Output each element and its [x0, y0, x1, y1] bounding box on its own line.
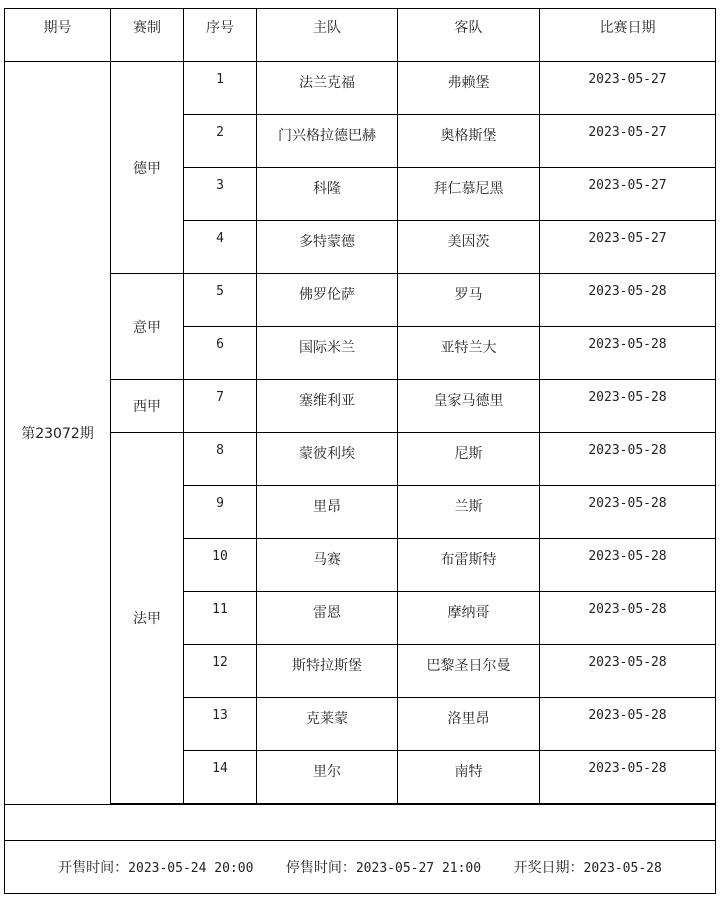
- match-index: 9: [184, 486, 257, 539]
- home-team: 门兴格拉德巴赫: [257, 115, 398, 168]
- match-schedule-table: [4, 8, 716, 894]
- footer-row: [5, 841, 716, 894]
- league-cell: 法甲: [111, 433, 184, 804]
- away-team: 摩纳哥: [398, 592, 540, 645]
- match-index: 12: [184, 645, 257, 698]
- match-date: 2023-05-28: [540, 380, 716, 433]
- match-date: 2023-05-28: [540, 645, 716, 698]
- header-away-team: 客队: [398, 9, 540, 62]
- header-index: 序号: [184, 9, 257, 62]
- away-team: 奥格斯堡: [398, 115, 540, 168]
- league-cell: 意甲: [111, 274, 184, 380]
- sale-end-label: 停售时间：: [285, 860, 356, 876]
- match-date: 2023-05-27: [540, 62, 716, 115]
- header-row: [5, 9, 716, 62]
- table-row: [5, 433, 716, 486]
- home-team: 雷恩: [257, 592, 398, 645]
- home-team: 里昂: [257, 486, 398, 539]
- home-team: 塞维利亚: [257, 380, 398, 433]
- sale-start-value: 2023-05-24 20:00: [128, 861, 254, 876]
- home-team: 佛罗伦萨: [257, 274, 398, 327]
- header-league: 赛制: [111, 9, 184, 62]
- home-team: 蒙彼利埃: [257, 433, 398, 486]
- footer-cell: [5, 841, 716, 894]
- match-index: 8: [184, 433, 257, 486]
- match-index: 1: [184, 62, 257, 115]
- table-row: [5, 274, 716, 327]
- match-index: 11: [184, 592, 257, 645]
- match-index: 2: [184, 115, 257, 168]
- header-match-date: 比赛日期: [540, 9, 716, 62]
- away-team: 巴黎圣日尔曼: [398, 645, 540, 698]
- home-team: 斯特拉斯堡: [257, 645, 398, 698]
- match-index: 3: [184, 168, 257, 221]
- match-index: 7: [184, 380, 257, 433]
- away-team: 弗赖堡: [398, 62, 540, 115]
- match-date: 2023-05-28: [540, 751, 716, 804]
- away-team: 布雷斯特: [398, 539, 540, 592]
- match-date: 2023-05-28: [540, 539, 716, 592]
- match-index: 4: [184, 221, 257, 274]
- home-team: 多特蒙德: [257, 221, 398, 274]
- league-cell: 西甲: [111, 380, 184, 433]
- draw-date-label: 开奖日期：: [513, 860, 584, 876]
- table-row: [5, 62, 716, 115]
- match-index: 5: [184, 274, 257, 327]
- away-team: 南特: [398, 751, 540, 804]
- match-index: 14: [184, 751, 257, 804]
- sale-end: [286, 857, 481, 877]
- away-team: 拜仁慕尼黑: [398, 168, 540, 221]
- away-team: 尼斯: [398, 433, 540, 486]
- home-team: 国际米兰: [257, 327, 398, 380]
- home-team: 科隆: [257, 168, 398, 221]
- sale-end-value: 2023-05-27 21:00: [355, 861, 482, 876]
- sale-start: [58, 857, 253, 877]
- match-index: 6: [184, 327, 257, 380]
- match-date: 2023-05-27: [540, 168, 716, 221]
- home-team: 法兰克福: [257, 62, 398, 115]
- away-team: 洛里昂: [398, 698, 540, 751]
- draw-date-value: 2023-05-28: [583, 861, 662, 876]
- match-date: 2023-05-28: [540, 486, 716, 539]
- table-row: [5, 380, 716, 433]
- match-index: 13: [184, 698, 257, 751]
- away-team: 兰斯: [398, 486, 540, 539]
- header-home-team: 主队: [257, 9, 398, 62]
- empty-row: [5, 805, 716, 841]
- league-cell: 德甲: [111, 62, 184, 274]
- home-team: 里尔: [257, 751, 398, 804]
- match-date: 2023-05-28: [540, 274, 716, 327]
- sale-start-label: 开售时间：: [58, 860, 129, 876]
- header-period: 期号: [5, 9, 111, 62]
- match-date: 2023-05-27: [540, 221, 716, 274]
- match-date: 2023-05-28: [540, 592, 716, 645]
- away-team: 罗马: [398, 274, 540, 327]
- away-team: 美因茨: [398, 221, 540, 274]
- draw-date: [514, 857, 662, 877]
- home-team: 克莱蒙: [257, 698, 398, 751]
- home-team: 马赛: [257, 539, 398, 592]
- away-team: 亚特兰大: [398, 327, 540, 380]
- away-team: 皇家马德里: [398, 380, 540, 433]
- empty-cell: [5, 805, 716, 841]
- match-date: 2023-05-28: [540, 698, 716, 751]
- match-date: 2023-05-28: [540, 433, 716, 486]
- period-cell: 第23072期: [5, 62, 111, 805]
- match-index: 10: [184, 539, 257, 592]
- match-date: 2023-05-28: [540, 327, 716, 380]
- match-date: 2023-05-27: [540, 115, 716, 168]
